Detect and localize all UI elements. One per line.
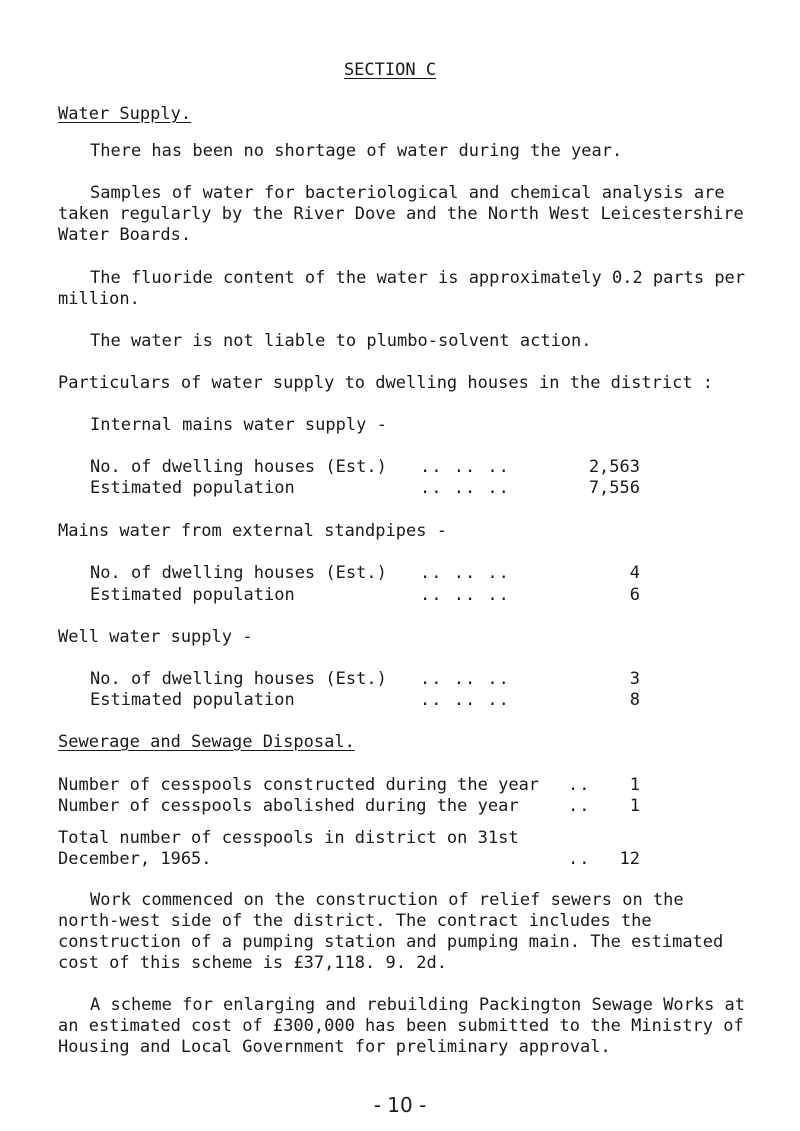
group-standpipes-title: Mains water from external standpipes -: [58, 521, 447, 541]
well-houses-label: No. of dwelling houses (Est.): [90, 669, 387, 689]
paragraph-samples: Samples of water for bacteriological and chemical analysis are taken regularly by the River Dove and the North West Leicestershire Water Boards.: [58, 183, 744, 245]
cesspools-total-value: 12: [619, 849, 640, 869]
section-title: SECTION C: [343, 60, 437, 80]
paragraph-particulars: Particulars of water supply to dwelling houses in the district :: [58, 373, 714, 393]
cesspools-constructed-label: Number of cesspools constructed during the year: [58, 775, 540, 795]
well-population-label: Estimated population: [90, 690, 295, 710]
paragraph-relief-sewers: Work commenced on the construction of relief sewers on the north-west side of the district. The contract includes the construction of a pumping station and pumping main. The estimated cost of this scheme is £37,118. 9. 2d.: [58, 890, 724, 973]
standpipes-population-value: 6: [629, 585, 640, 605]
paragraph-plumbo: The water is not liable to plumbo-solvent action.: [90, 331, 592, 351]
cesspools-total-dots: ..: [568, 849, 591, 869]
well-houses-value: 3: [629, 669, 640, 689]
standpipes-houses-label: No. of dwelling houses (Est.): [90, 563, 387, 583]
cesspools-abolished-label: Number of cesspools abolished during the year: [58, 796, 519, 816]
page-number: - 10 -: [373, 1093, 427, 1117]
group-internal-mains-title: Internal mains water supply -: [90, 415, 387, 435]
group-well-title: Well water supply -: [58, 627, 253, 647]
internal-houses-label: No. of dwelling houses (Est.): [90, 457, 387, 477]
well-population-dots: .. .. ..: [420, 690, 510, 710]
standpipes-houses-value: 4: [629, 563, 640, 583]
sewerage-heading: Sewerage and Sewage Disposal.: [58, 732, 355, 752]
internal-population-label: Estimated population: [90, 478, 295, 498]
paragraph-fluoride: The fluoride content of the water is approximately 0.2 parts per million.: [58, 268, 746, 309]
standpipes-population-label: Estimated population: [90, 585, 295, 605]
cesspools-total-label-line2: December, 1965.: [58, 849, 212, 869]
paragraph-shortage: There has been no shortage of water during the year.: [90, 141, 623, 161]
cesspools-abolished-value: 1: [629, 796, 640, 816]
cesspools-abolished-dots: ..: [568, 796, 591, 816]
cesspools-constructed-value: 1: [629, 775, 640, 795]
standpipes-houses-dots: .. .. ..: [420, 563, 510, 583]
internal-houses-value: 2,563: [588, 457, 640, 477]
well-population-value: 8: [629, 690, 640, 710]
internal-population-dots: .. .. ..: [420, 478, 510, 498]
cesspools-constructed-dots: ..: [568, 775, 591, 795]
internal-population-value: 7,556: [588, 478, 640, 498]
water-supply-heading: Water Supply.: [58, 104, 192, 124]
internal-houses-dots: .. .. ..: [420, 457, 510, 477]
paragraph-packington: A scheme for enlarging and rebuilding Packington Sewage Works at an estimated cost of £300,000 has been submitted to the Ministry of Housing and Local Government for preliminary approval.: [58, 995, 746, 1057]
standpipes-population-dots: .. .. ..: [420, 585, 510, 605]
well-houses-dots: .. .. ..: [420, 669, 510, 689]
cesspools-total-label-line1: Total number of cesspools in district on 31st: [58, 828, 519, 848]
